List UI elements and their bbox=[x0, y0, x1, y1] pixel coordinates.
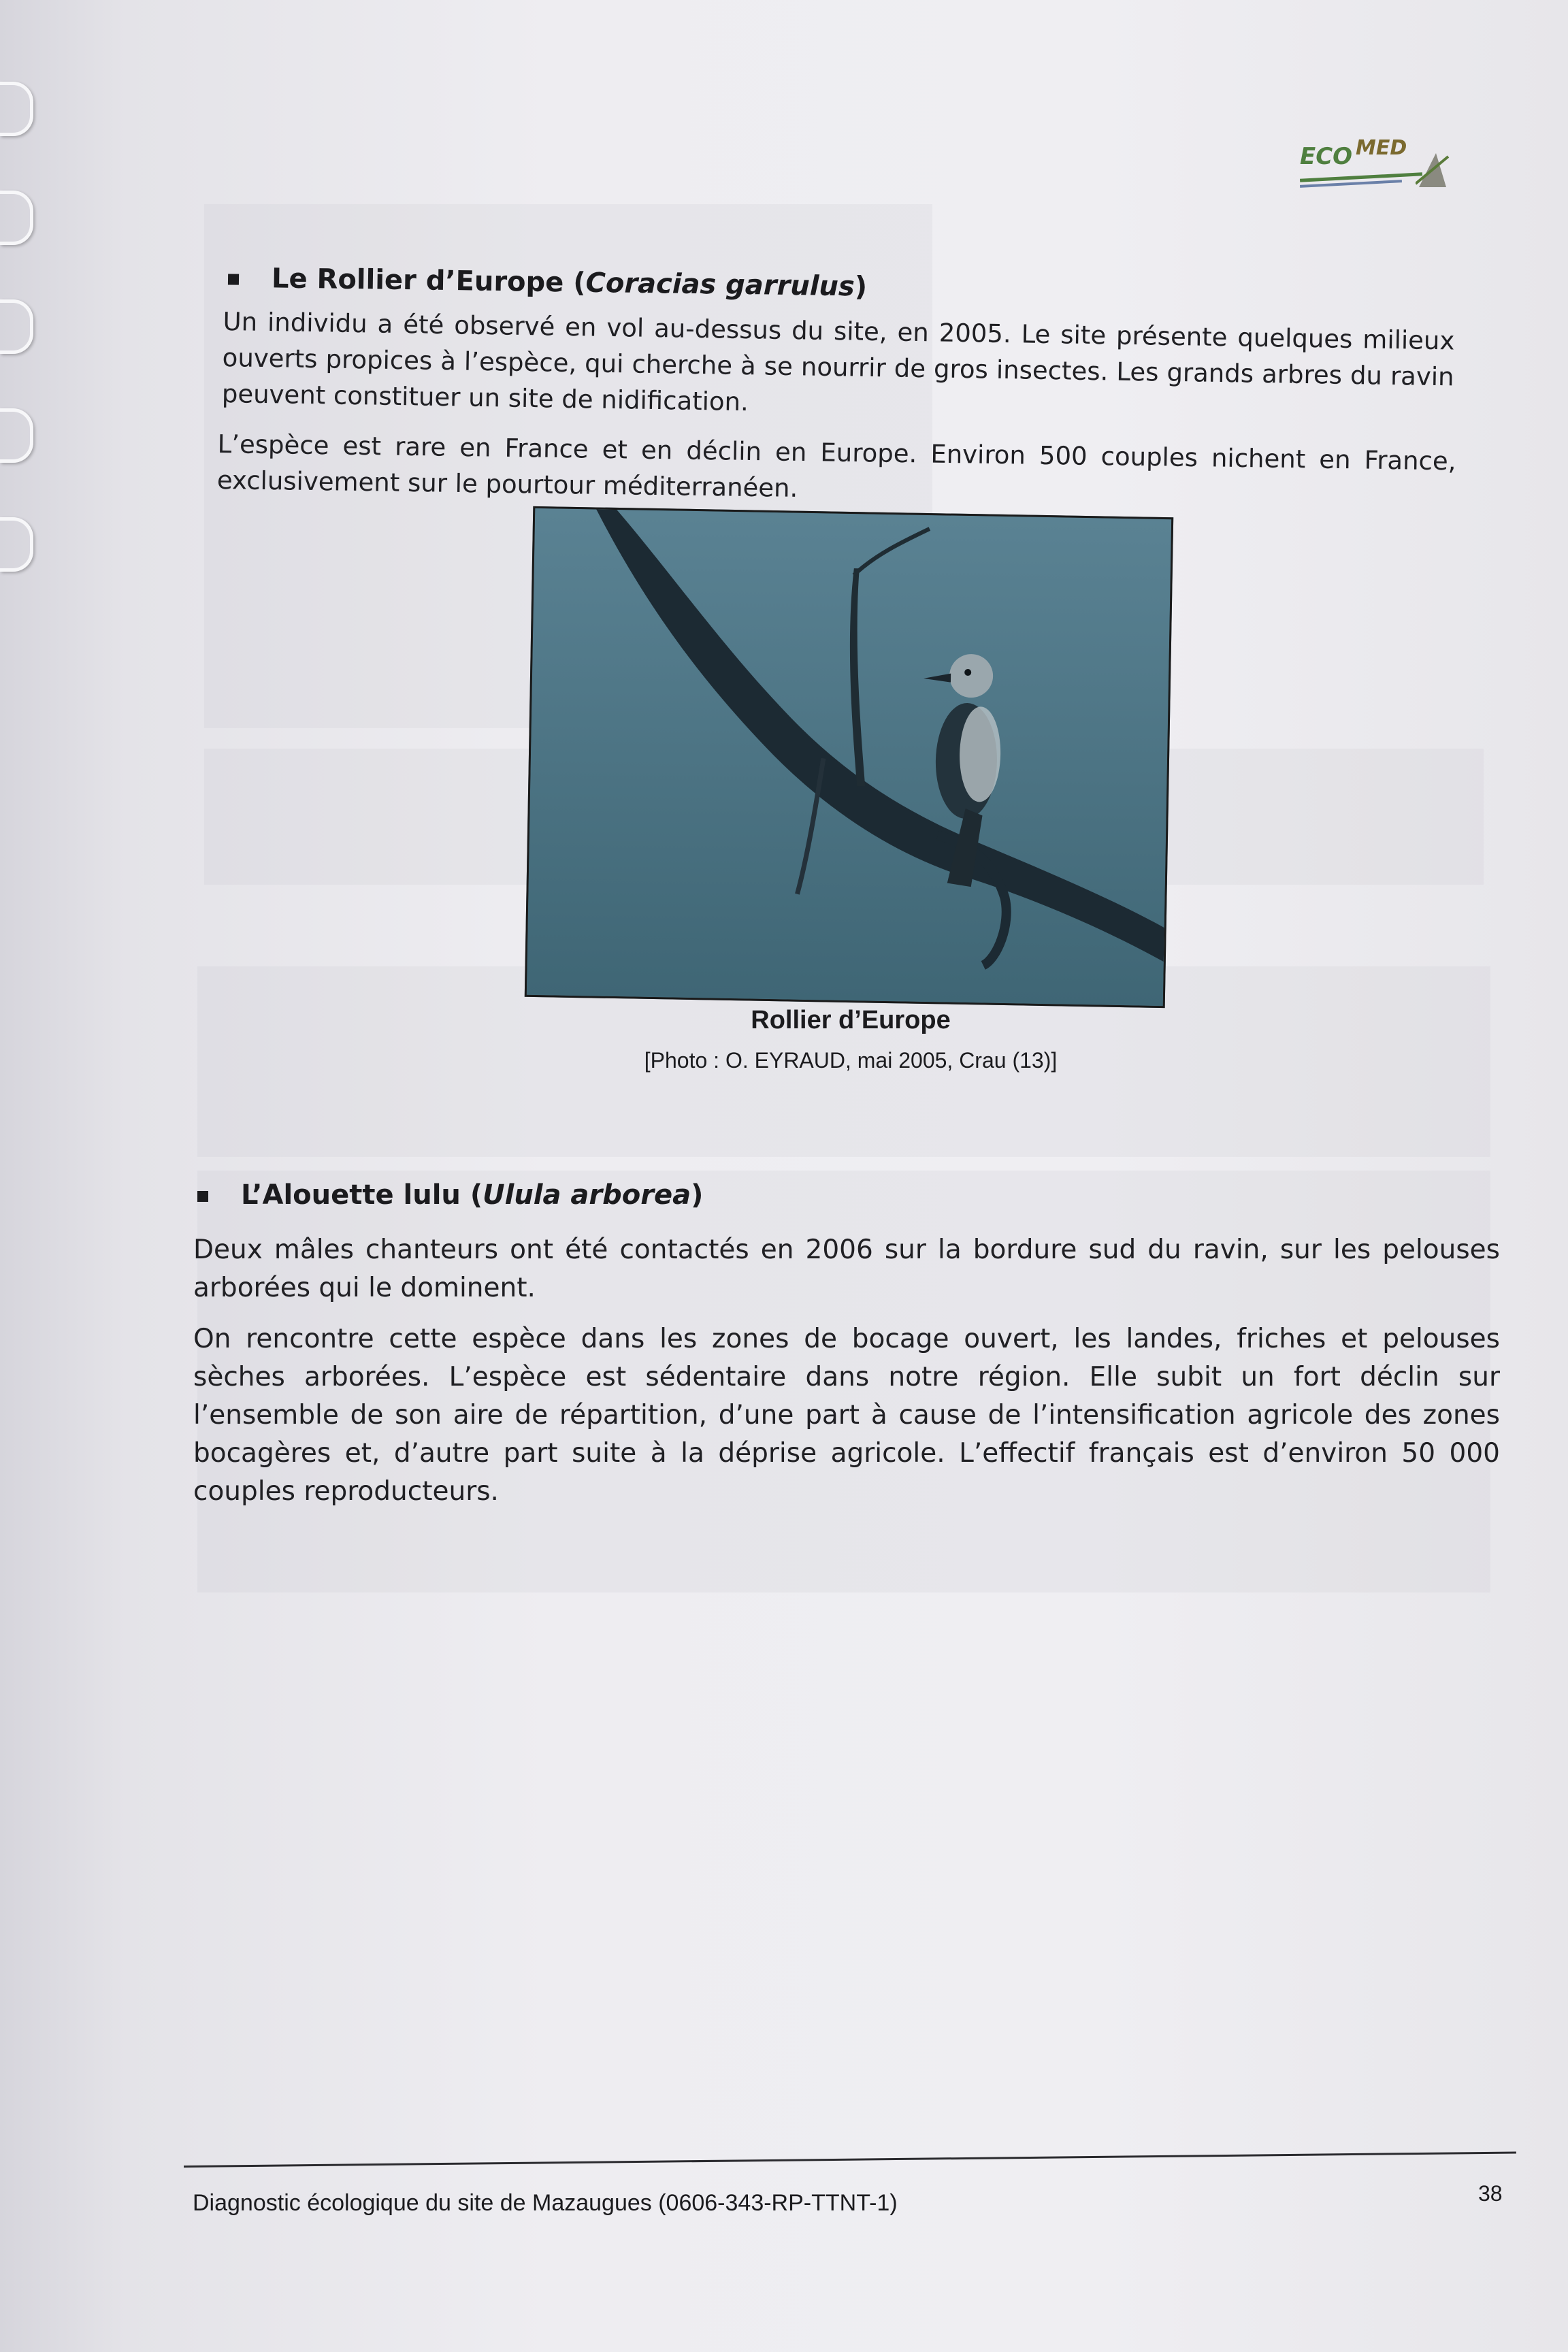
bird-on-branch-image bbox=[527, 508, 1171, 1006]
page-number: 38 bbox=[1478, 2181, 1503, 2206]
roller-paragraph-2: L’espèce est rare en France et en déclin en Europe. Environ 500 couples nichent en France, exclusivement sur le pourtour méditerranéen. bbox=[216, 429, 1456, 503]
roller-paragraph-1: Un individu a été observé en vol au-dessus du site, en 2005. Le site présente quelques milieux ouverts propices à l’espèce, qui cherche à se nourrir de gros insectes. Les grands arbres du ravin peuvent constituer un site de nidification. bbox=[221, 306, 1455, 417]
lark-paragraph-1: Deux mâles chanteurs ont été contactés en 2006 sur la bordure sud du ravin, sur les pelouses arborées qui le dominent. bbox=[193, 1235, 1500, 1303]
lark-paragraph-2: On rencontre cette espèce dans les zones de bocage ouvert, les landes, friches et pelouses sèches arborées. L’espèce est sédentaire dans notre région. Elle subit un fort déclin sur l’ensemble de son aire de répartition, d’une part à cause de l’intensification agricole des zones bocagères et, d’autre part suite à la déprise agricole. L’effectif français est d’environ 50 000 couples reproducteurs. bbox=[193, 1324, 1500, 1507]
binding-ring bbox=[0, 299, 33, 354]
square-bullet-icon bbox=[228, 274, 239, 284]
logo-eco-text: ECO bbox=[1300, 143, 1353, 170]
roller-photo bbox=[525, 506, 1173, 1008]
logo-med-text: MED bbox=[1356, 136, 1407, 160]
photo-caption-credit: [Photo : O. EYRAUD, mai 2005, Crau (13)] bbox=[644, 1048, 1058, 1073]
logo-arrow-icon bbox=[1416, 150, 1450, 191]
section-heading-lark: L’Alouette lulu (Ulula arborea) bbox=[197, 1179, 703, 1211]
square-bullet-icon bbox=[197, 1191, 208, 1202]
ecomed-logo bbox=[1300, 136, 1450, 197]
photo-caption-title: Rollier d’Europe bbox=[751, 1006, 951, 1034]
binding-ring bbox=[0, 82, 33, 136]
footer-document-title: Diagnostic écologique du site de Mazaugues (0606-343-RP-TTNT-1) bbox=[193, 2190, 898, 2216]
logo-swoosh bbox=[1300, 172, 1422, 182]
binding-ring bbox=[0, 517, 33, 572]
section-heading-roller: Le Rollier d’Europe (Coracias garrulus) bbox=[228, 262, 868, 302]
binding-ring bbox=[0, 191, 33, 245]
spiral-binding bbox=[0, 41, 41, 653]
binding-ring bbox=[0, 408, 33, 463]
footer-rule bbox=[184, 2151, 1516, 2168]
